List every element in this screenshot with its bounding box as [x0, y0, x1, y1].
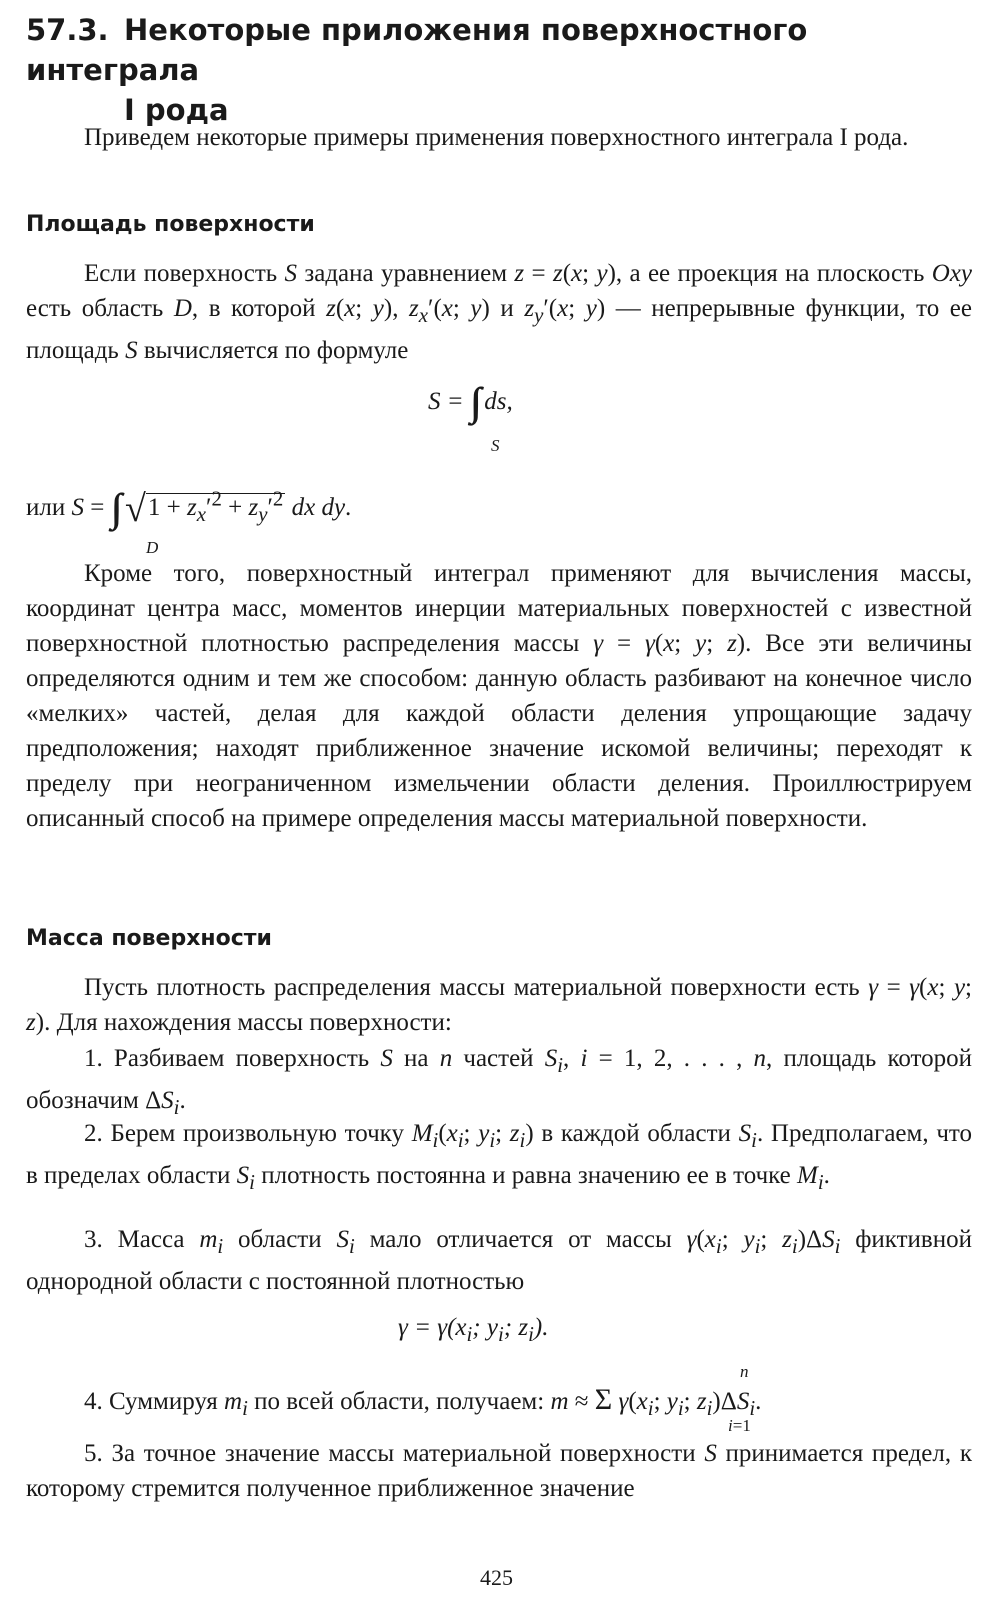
intro-paragraph: Приведем некоторые примеры применения поверхностного интеграла I рода. — [84, 124, 909, 151]
area-formula-2-domain: D — [146, 538, 159, 557]
mass-step-3: 3. Масса $m_i$ области $S_i$ мало отличается от массы $\gamma(x_i$; $y_i$; $z_i)\Delta S_i$ фиктивной однородной области с постоянной плотностью — [26, 1226, 972, 1295]
page-number: 425 — [480, 1565, 513, 1590]
area-heading: Площадь поверхности — [26, 212, 315, 237]
section-title-line1: Некоторые приложения поверхностного интеграла — [26, 13, 808, 87]
mass-step-1: 1. Разбиваем поверхность S на n частей $S_i$, i = 1, 2, . . . , n, площадь которой обозначим $\Delta S_i$. — [26, 1045, 972, 1119]
mass-heading: Масса поверхности — [26, 926, 272, 951]
section-title — [26, 10, 986, 130]
section-number: 57.3. — [26, 13, 109, 47]
area-paragraph: Если поверхность S задана уравнением z = z(x; y), а ее проекция на плоскость Oxy есть область D, в которой z(x; y), $z_x'(x$; y) и $z_y'(x$; y) — непрерывные функции, то ее площадь S вычисляется по формуле — [26, 260, 972, 364]
sum-lower-limit: i=1 — [728, 1416, 751, 1435]
applications-paragraph: Кроме того, поверхностный интеграл применяют для вычисления массы, координат центра масс, моментов инерции материальных поверхностей с известной поверхностной плотностью распределения массы γ = γ(x; y; z). Все эти величины определяются одним и тем же способом: данную область разбивают на конечное число «мелких» частей, делая для каждой области деления упрощающие задачу предположения; находят приближенное значение искомой величины; переходят к пределу при неограниченном измельчении области деления. Проиллюстрируем описанный способ на примере определения массы материальной поверхности. — [26, 560, 972, 832]
section-title-line2: I рода — [124, 93, 229, 127]
mass-step-2: 2. Берем произвольную точку $M_i(x_i$; $y_i$; $z_i$) в каждой области $S_i$. Предполагаем, что в пределах области $S_i$ плотность постоянна и равна значению ее в точке $M_i$. — [26, 1120, 972, 1194]
area-formula-1: S = ∫∫ ds, — [428, 379, 513, 424]
density-formula: $\gamma = \gamma(x_i$; $y_i$; $z_i$). — [398, 1314, 549, 1346]
area-formula-1-domain: S — [491, 436, 500, 455]
sum-upper-limit: n — [740, 1362, 749, 1381]
area-formula-2: или S = ∫∫ $√1 + z_x'^2 + z_y'^2$ dx dy. — [26, 485, 352, 530]
mass-step-5: 5. За точное значение массы материальной поверхности S принимается предел, к которому стремится полученное приближенное значение — [26, 1440, 972, 1502]
mass-intro: Пусть плотность распределения массы материальной поверхности есть γ = γ(x; y; z). Для нахождения массы поверхности: — [26, 974, 972, 1036]
mass-step-4: 4. Суммируя $m_i$ по всей области, получаем: m ≈ Σ $\gamma(x_i$; $y_i$; $z_i)\Delta S_i$. — [84, 1383, 762, 1420]
